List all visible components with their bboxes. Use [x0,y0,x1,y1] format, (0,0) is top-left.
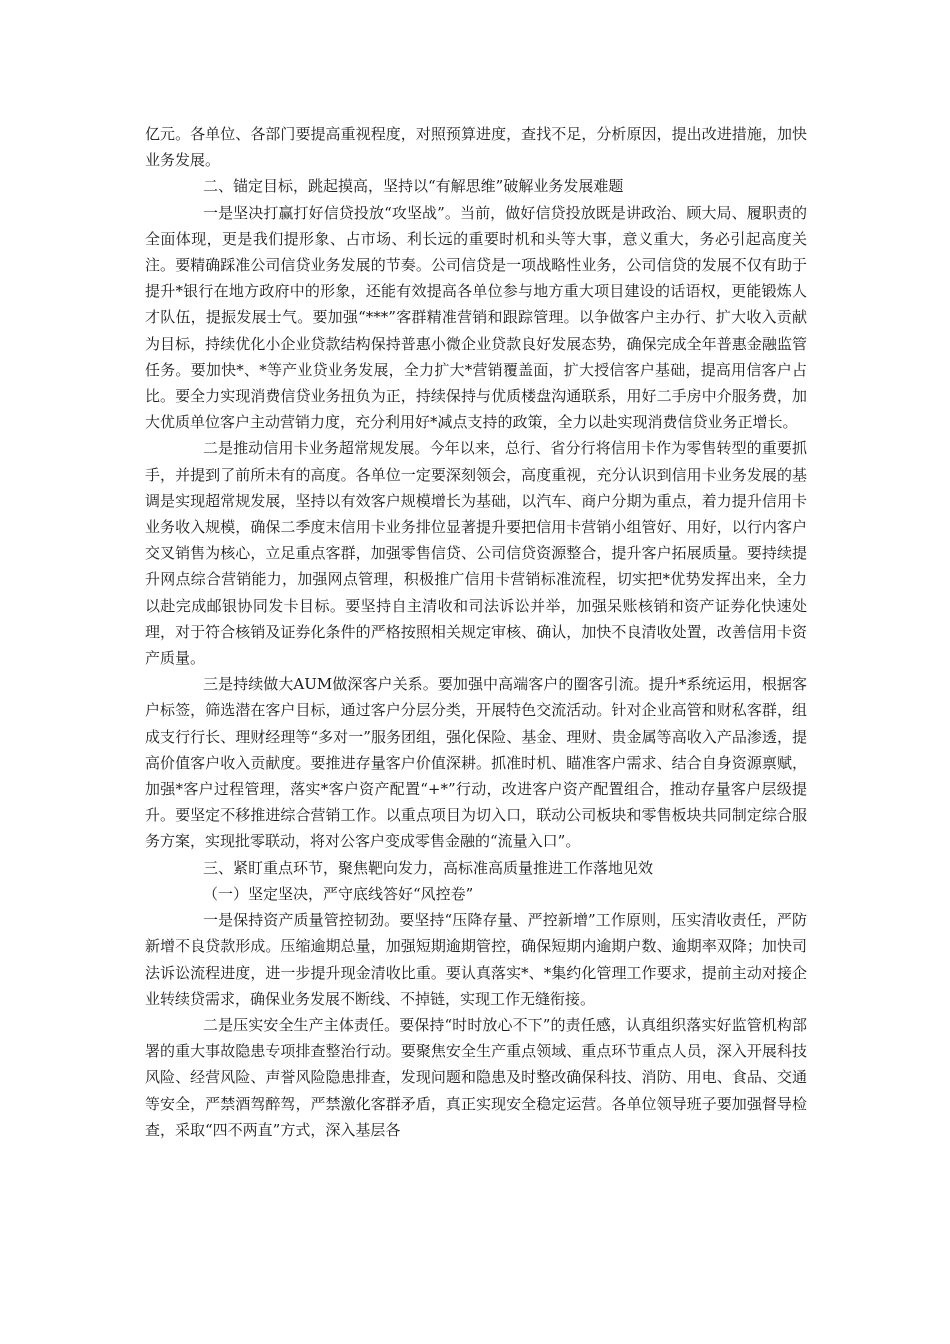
document-body [145,121,807,1143]
subsection-heading-1: （一）坚定坚决，严守底线答好“风控卷” [203,884,474,903]
section-heading-3: 三、紧盯重点环节，聚焦靶向发力，高标准高质量推进工作落地见效 [203,858,654,877]
paragraph-credit-card: 二是推动信用卡业务超常规发展。今年以来，总行、省分行将信用卡作为零售转型的重要抓手，并提到了前所未有的高度。各单位一定要深刻领会，高度重视，充分认识到信用卡业务发展的基调是实现超常规发展，坚持以有效客户规模增长为基础，以汽车、商户分期为重点，着力提升信用卡业务收入规模，确保二季度末信用卡业务排位显著提升要把信用卡营销小组管好、用好，以行内客户交叉销售为核心，立足重点客群，加强零售信贷、公司信贷资源整合，提升客户拓展质量。要持续提升网点综合营销能力，加强网点管理，积极推广信用卡营销标准流程，切实把*优势发挥出来，全力以赴完成邮银协同发卡目标。要坚持自主清收和司法诉讼并举，加强呆账核销和资产证券化快速处理，对于符合核销及证券化条件的严格按照相关规定审核、确认，加快不良清收处置，改善信用卡资产质量。 [145,439,807,668]
section-heading-2: 二、锚定目标，跳起摸高，坚持以“有解思维”破解业务发展难题 [203,177,624,196]
paragraph-aum: 三是持续做大AUM做深客户关系。要加强中高端客户的圈客引流。提升*系统运用，根据客户标签，筛选潜在客户目标，通过客户分层分类，开展特色交流活动。针对企业高管和财私客群，组成支行行长、理财经理等“多对一”服务团组，强化保险、基金、理财、贵金属等高收入产品渗透，提高价值客户收入贡献度。要推进存量客户价值深耕。抓准时机、瞄准客户需求、结合自身资源禀赋，加强*客户过程管理，落实*客户资产配置“+*”行动，改进客户资产配置组合，推动存量客户层级提升。要坚定不移推进综合营销工作。以重点项目为切入口，联动公司板块和零售板块共同制定综合服务方案，实现批零联动，将对公客户变成零售金融的“流量入口”。 [145,675,807,851]
paragraph-budget-closing: 亿元。各单位、各部门要提高重视程度，对照预算进度，查找不足，分析原因，提出改进措施，加快业务发展。 [145,125,807,170]
paragraph-credit: 一是坚决打赢打好信贷投放“攻坚战”。当前，做好信贷投放既是讲政治、顾大局、履职责的全面体现，更是我们提形象、占市场、利长远的重要时机和头等大事，意义重大，务必引起高度关注。要精确踩准公司信贷业务发展的节奏。公司信贷是一项战略性业务，公司信贷的发展不仅有助于提升*银行在地方政府中的形象，还能有效提高各单位参与地方重大项目建设的话语权，更能锻炼人才队伍，提振发展士气。要加强“***”客群精准营销和跟踪管理。以争做客户主办行、扩大收入贡献为目标，持续优化小企业贷款结构保持普惠小微企业贷款良好发展态势，确保完成全年普惠金融监管任务。要加快*、*等产业贷业务发展，全力扩大*营销覆盖面，扩大授信客户基础，提高用信客户占比。要全力实现消费信贷业务扭负为正，持续保持与优质楼盘沟通联系，用好二手房中介服务费，加大优质单位客户主动营销力度，充分利用好*减点支持的政策，全力以赴实现消费信贷业务正增长。 [145,203,807,432]
paragraph-asset-quality: 一是保持资产质量管控韧劲。要坚持“压降存量、严控新增”工作原则，压实清收责任，严防新增不良贷款形成。压缩逾期总量，加强短期逾期管控，确保短期内逾期户数、逾期率双降；加快司法诉讼流程进度，进一步提升现金清收比重。要认真落实*、*集约化管理工作要求，提前主动对接企业转续贷需求，确保业务发展不断线、不掉链，实现工作无缝衔接。 [145,911,807,1008]
paragraph-safety: 二是压实安全生产主体责任。要保持“时时放心不下”的责任感，认真组织落实好监管机构部署的重大事故隐患专项排查整治行动。要聚焦安全生产重点领域、重点环节重点人员，深入开展科技风险、经营风险、声誉风险隐患排查，发现问题和隐患及时整改确保科技、消防、用电、食品、交通等安全，严禁酒驾醉驾，严禁激化客群矛盾，真正实现安全稳定运营。各单位领导班子要加强督导检查，采取“四不两直”方式，深入基层各 [145,1015,807,1139]
